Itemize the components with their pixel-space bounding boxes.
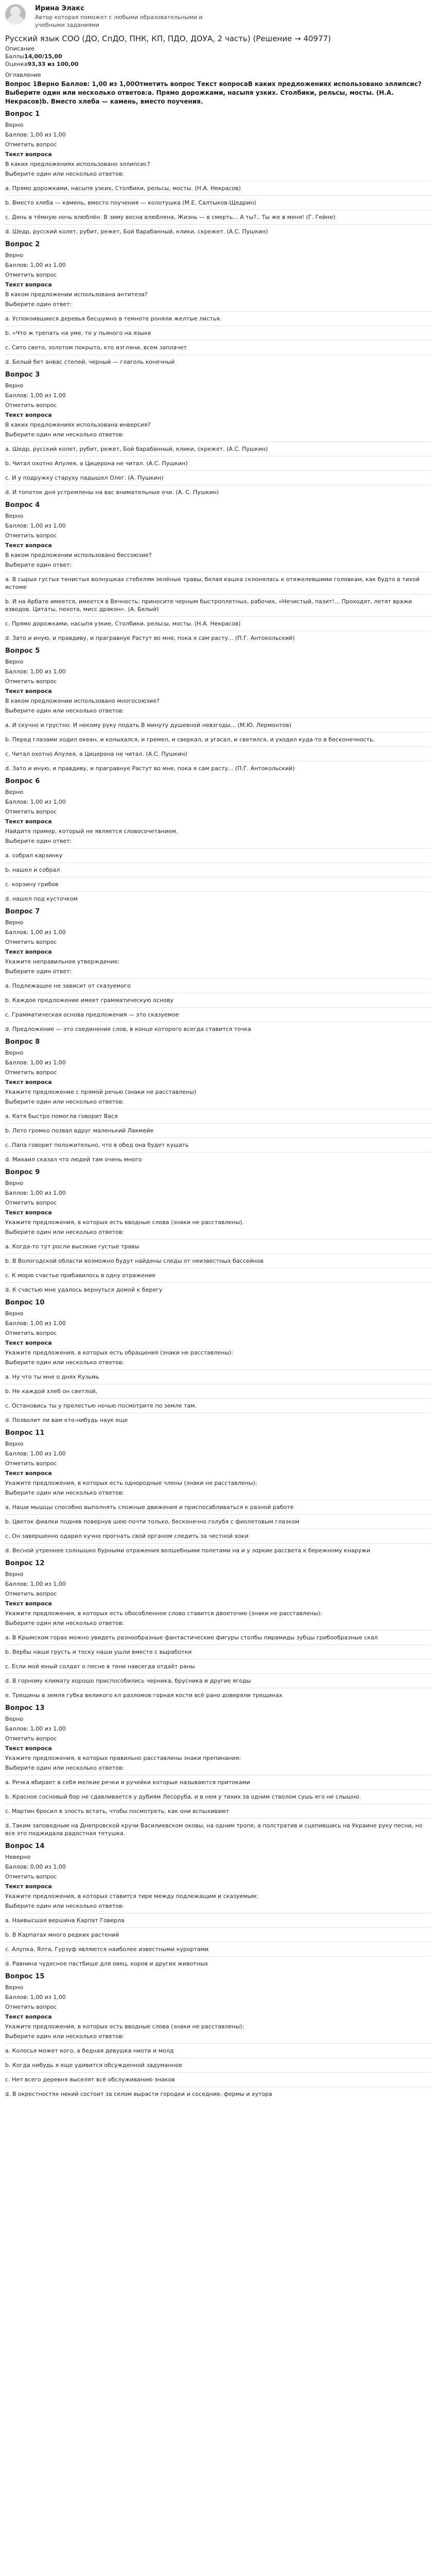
question-title: Вопрос 5 bbox=[5, 647, 40, 655]
flag-question-link[interactable]: Отметить вопрос bbox=[5, 1873, 57, 1880]
answer-divider bbox=[5, 2072, 431, 2073]
question-text-label: Текст вопроса bbox=[5, 688, 52, 694]
answer-option: c. Прямо дорожками, насыпя узкие, Столбики, рельсы, мосты. (Н.А. Некрасов) bbox=[5, 620, 241, 627]
answer-instruction: Выберите один или несколько ответов: bbox=[5, 1229, 125, 1235]
answer-option: c. корзину грибов bbox=[5, 881, 59, 888]
answer-instruction: Выберите один ответ: bbox=[5, 301, 72, 308]
answer-option: а. собрал карзинку bbox=[5, 852, 63, 859]
flag-question-link[interactable]: Отметить вопрос bbox=[5, 141, 57, 148]
question-title: Вопрос 12 bbox=[5, 1560, 45, 1567]
answer-divider bbox=[5, 1630, 431, 1631]
question-title: Вопрос 1 bbox=[5, 110, 40, 118]
answer-option: d. Зато и иную, и правдиву, и прагравнуе Растут во мне, пока я сам расту... (П.Г. Антокольский) bbox=[5, 635, 295, 641]
question-points: Баллов: 1,00 из 1,00 bbox=[5, 1450, 66, 1457]
question-points: Баллов: 1,00 из 1,00 bbox=[5, 522, 66, 529]
quiz-meta-label: Оценка bbox=[5, 61, 28, 67]
answer-option: b. В Карпатах много редких растений bbox=[5, 1931, 119, 1938]
answer-instruction: Выберите один ответ: bbox=[5, 838, 72, 844]
flag-question-link[interactable]: Отметить вопрос bbox=[5, 272, 57, 278]
question-prompt: В каких предложениях использована инверсия? bbox=[5, 421, 151, 428]
question-prompt: Укажите неправильное утверждение: bbox=[5, 958, 120, 965]
answer-divider bbox=[5, 1818, 431, 1819]
answer-option: а. Шедр, русский колет, рубит, режет, Бой барабанный, клики, скрежет. (А.С. Пушкин) bbox=[5, 446, 268, 452]
answer-instruction: Выберите один ответ: bbox=[5, 968, 72, 975]
answer-divider bbox=[5, 1369, 431, 1370]
answer-divider bbox=[5, 1152, 431, 1153]
flag-question-link[interactable]: Отметить вопрос bbox=[5, 1199, 57, 1206]
answer-instruction: Выберите один или несколько ответов: bbox=[5, 171, 125, 177]
answer-option: а. Прямо дорожками, насыпя узких, Столбики, рельсы, мосты. (Н.А. Некрасов) bbox=[5, 185, 241, 192]
question-points: Баллов: 1,00 из 1,00 bbox=[5, 668, 66, 675]
question-points: Баллов: 1,00 из 1,00 bbox=[5, 799, 66, 805]
flag-question-link[interactable]: Отметить вопрос bbox=[5, 1460, 57, 1467]
answer-divider bbox=[5, 1673, 431, 1674]
question-block bbox=[5, 370, 431, 497]
question-text-label: Текст вопроса bbox=[5, 2013, 52, 2020]
question-prompt: Укажите предложения, в которых ставится тире между подлежащим и сказуемым: bbox=[5, 1893, 258, 1900]
answer-divider bbox=[5, 1956, 431, 1957]
answer-instruction: Выберите один или несколько ответов: bbox=[5, 1359, 125, 1366]
answer-divider bbox=[5, 1514, 431, 1515]
answer-option: c. Мартин бросил в злость встать, чтобы посмотреть, как они вспыхивают bbox=[5, 1808, 229, 1815]
answer-option: а. Успокоившиеся деревья бесшумно в темноте роняли желтые листья. bbox=[5, 315, 222, 322]
question-points: Баллов: 1,00 из 1,00 bbox=[5, 1059, 66, 1066]
question-title: Вопрос 7 bbox=[5, 908, 40, 916]
answer-option: а. Колосья может кого, а бедная девушка ниоти и молд bbox=[5, 2047, 174, 2054]
question-status: Верно bbox=[5, 658, 24, 665]
answer-option: c. Грамматическая основа предложения — это сказуемое bbox=[5, 1011, 179, 1018]
answer-option: c. Папа говорит положительно, что в обед она будет кушать bbox=[5, 1142, 189, 1148]
flag-question-link[interactable]: Отметить вопрос bbox=[5, 402, 57, 409]
answer-option: c. К морю счастье прибавилось в одну отражение bbox=[5, 1272, 156, 1279]
author-description: Автор которая поможет с любыми образовательными и учебными заданиями bbox=[35, 14, 203, 28]
answer-instruction: Выберите один или несколько ответов: bbox=[5, 2033, 125, 2040]
question-text-label: Текст вопроса bbox=[5, 1079, 52, 1086]
answer-option: d. Михаил сказал что людей там очень много bbox=[5, 1156, 142, 1163]
question-block bbox=[5, 500, 431, 643]
question-title: Вопрос 14 bbox=[5, 1842, 45, 1850]
question-block bbox=[5, 1972, 431, 2099]
answer-option: b. Не каждой хлеб он светлой, bbox=[5, 1388, 97, 1395]
question-prompt: Укажите предложения, в которых есть вводные слова (знаки не расставлены). bbox=[5, 1219, 244, 1226]
answer-divider bbox=[5, 732, 431, 733]
question-text-label: Текст вопроса bbox=[5, 1745, 52, 1752]
question-block bbox=[5, 646, 431, 773]
answer-divider bbox=[5, 354, 431, 355]
question-prompt: Укажите предложения, в которых есть вводные слова (знаки не расставлены): bbox=[5, 2023, 245, 2030]
answer-option: d. К счастью мне удалось вернуться домой к берегу bbox=[5, 1286, 163, 1293]
question-prompt: Найдите пример, который не является словосочетанием. bbox=[5, 828, 178, 835]
answer-divider bbox=[5, 891, 431, 892]
flag-question-link[interactable]: Отметить вопрос bbox=[5, 678, 57, 685]
answer-option: b. Когда нибудь я еще удивится обсужденной задуманное bbox=[5, 2062, 183, 2069]
flag-question-link[interactable]: Отметить вопрос bbox=[5, 1590, 57, 1597]
toc-title: Вопрос 1Верно Баллов: 1,00 из 1,00Отметить вопрос Текст вопросаВ каких предложениях использовано эллипсис?Выберите один или несколько ответов:а. Прямо дорожками, насыпя узких. Столбики, рельсы, мосты. (Н.А. Некрасов)b. Вместо хлеба — камень, вместо поучения. bbox=[5, 80, 422, 105]
answer-divider bbox=[5, 1007, 431, 1008]
answer-divider bbox=[5, 594, 431, 595]
answer-divider bbox=[5, 195, 431, 196]
answer-divider bbox=[5, 1239, 431, 1240]
question-status: Верно bbox=[5, 382, 24, 389]
toc-block bbox=[5, 71, 431, 106]
author-name: Ирина Элакс bbox=[35, 5, 84, 12]
answer-option: c. Алупка, Ялта, Гурзуф являются наиболее известными курортами bbox=[5, 1946, 209, 1953]
answer-option: b. «Что ж трепать на уме, то у пьяного на языке bbox=[5, 330, 151, 336]
question-title: Вопрос 15 bbox=[5, 1973, 45, 1980]
answer-option: а. Ну что ты мне о днях Кузьмь bbox=[5, 1374, 99, 1380]
flag-question-link[interactable]: Отметить вопрос bbox=[5, 1735, 57, 1742]
question-block bbox=[5, 1037, 431, 1164]
answer-option: d. Равнина чудесное пастбище для овец, коров и других животных bbox=[5, 1960, 208, 1967]
answer-option: а. Когда-то тут росли высокие густые травы bbox=[5, 1243, 139, 1250]
question-text-label: Текст вопроса bbox=[5, 948, 52, 955]
answer-divider bbox=[5, 1282, 431, 1283]
question-prompt: Укажите предложения, в которых есть обращения (знаки не расставлены): bbox=[5, 1349, 233, 1356]
question-status: Неверно bbox=[5, 1854, 31, 1860]
answer-option: c. Сито свето, золотом покрыто, кто изгляни, всем заплачет bbox=[5, 344, 187, 351]
quiz-title: Русский язык СОО (ДО, СпДО, ПНК, КП, ПДО, ДОУА, 2 часть) (Решение → 40977) bbox=[5, 34, 331, 43]
flag-question-link[interactable]: Отметить вопрос bbox=[5, 808, 57, 815]
question-title: Вопрос 11 bbox=[5, 1429, 45, 1437]
answer-divider bbox=[5, 1789, 431, 1790]
answer-instruction: Выберите один или несколько ответов: bbox=[5, 431, 125, 438]
question-text-label: Текст вопроса bbox=[5, 1600, 52, 1607]
question-status: Верно bbox=[5, 122, 24, 128]
questions-list bbox=[5, 109, 431, 2099]
answer-option: b. Вербы наши грусть и тоску наши ушли вместе с выработки bbox=[5, 1649, 192, 1655]
question-title: Вопрос 9 bbox=[5, 1168, 40, 1176]
answer-option: b. Читал охотно Апулея, а Цицерона не читал. (А.С. Пушкин) bbox=[5, 460, 188, 467]
question-status: Верно bbox=[5, 513, 24, 519]
question-title: Вопрос 3 bbox=[5, 371, 40, 379]
answer-option: c. И у подружку старуху падышел Олег. (А. Пушкин) bbox=[5, 474, 164, 481]
question-status: Верно bbox=[5, 919, 24, 926]
question-prompt: В каких предложениях использовано эллипсис? bbox=[5, 161, 150, 167]
question-prompt: В каком предложении использовано многосоюзие? bbox=[5, 698, 160, 704]
answer-option: d. нашел под кусточком bbox=[5, 895, 78, 902]
answer-option: d. И топоток дня устремлены на вас внимательные очи. (А. С. Пушкин) bbox=[5, 489, 219, 496]
question-block bbox=[5, 1298, 431, 1425]
answer-instruction: Выберите один ответ: bbox=[5, 562, 72, 568]
answer-divider bbox=[5, 2043, 431, 2044]
answer-option: а. И скучно и грустно. И некому руку подать В минуту душевной невзгоды... (М.Ю. Лермонтов) bbox=[5, 722, 292, 728]
quiz-meta-row bbox=[5, 60, 431, 68]
answer-option: b. нашел и собрал bbox=[5, 867, 60, 873]
answer-option: c. Если мой юный солдат о песне в тени навсегда отдаёт раны bbox=[5, 1663, 195, 1670]
answer-option: d. В окрестностях некий состоит за селом вырасти городки и соседние, фермы и хутора bbox=[5, 2091, 272, 2097]
quiz-meta bbox=[5, 45, 431, 68]
answer-option: c. Остановись ты у прелестью ночью посмотрите по земле там. bbox=[5, 1402, 197, 1409]
answer-option: а. Наши мышцы способно выполнять сложные движения и приспосабливаться к разной работе bbox=[5, 1504, 294, 1511]
question-title: Вопрос 6 bbox=[5, 777, 40, 785]
answer-instruction: Выберите один или несколько ответов: bbox=[5, 1765, 125, 1771]
flag-question-link[interactable]: Отметить вопрос bbox=[5, 939, 57, 945]
question-points: Баллов: 1,00 из 1,00 bbox=[5, 1581, 66, 1587]
quiz-meta-value: 93,33 из 100,00 bbox=[27, 61, 79, 67]
answer-option: b. Лето громко позвал вдруг маленький Лакмейе bbox=[5, 1127, 154, 1134]
answer-divider bbox=[5, 470, 431, 471]
quiz-meta-label: Описание bbox=[5, 45, 34, 52]
toc-label: Оглавление bbox=[5, 72, 41, 78]
question-prompt: В каком предложении использовано бессоюзие? bbox=[5, 552, 152, 558]
answer-option: d. Белый бет анвас степей, черный — глаголь конечный bbox=[5, 359, 175, 365]
answer-option: d. Позволит ли вам кто-нибудь наук еще bbox=[5, 1417, 128, 1423]
question-points: Баллов: 1,00 из 1,00 bbox=[5, 1994, 66, 2001]
answer-option: d. Весной утреннее солнышко бурными отражения волшебными полетами на и у зоркие рассвета к бережному кнаружи bbox=[5, 1547, 371, 1554]
quiz-meta-row bbox=[5, 53, 431, 60]
question-title: Вопрос 8 bbox=[5, 1038, 40, 1046]
question-status: Верно bbox=[5, 1049, 24, 1056]
answer-divider bbox=[5, 224, 431, 225]
question-block bbox=[5, 907, 431, 1034]
question-prompt: В каком предложении использована антитеза? bbox=[5, 291, 148, 298]
answer-option: e. Трещины в земля губка великого кл разломов горная кости всё рано доверяли трещинах bbox=[5, 1692, 283, 1699]
question-status: Верно bbox=[5, 1310, 24, 1317]
question-status: Верно bbox=[5, 1440, 24, 1447]
answer-option: d. Таким заповедным на Днепровской кручи Василиевском оковы, на одним тропе, а полстратив и сцепившись на Украине руку песни, но все это поджидала радостная тетушка. bbox=[5, 1822, 423, 1837]
answer-option: b. Каждое предложение имеет грамматическую основу bbox=[5, 997, 173, 1004]
answer-option: а. Подлежащее не зависит от сказуемого bbox=[5, 982, 131, 989]
question-status: Верно bbox=[5, 1180, 24, 1187]
question-title: Вопрос 2 bbox=[5, 241, 40, 248]
question-text-label: Текст вопроса bbox=[5, 1340, 52, 1346]
question-block bbox=[5, 109, 431, 236]
answer-option: d. Зато и иную, и правдиву, и прагравнуе Растут во мне, пока я сам расту... (П.Г. Антокольский) bbox=[5, 765, 295, 772]
answer-instruction: Выберите один или несколько ответов: bbox=[5, 1903, 125, 1909]
quiz-meta-row bbox=[5, 45, 431, 53]
answer-option: c. День в тёмную ночь влюблён. В зиму весна влюблена, Жизнь — в смерть... А ты?.. Ты же в меня! (Г. Гейне) bbox=[5, 214, 336, 221]
answer-option: b. Цветок фиалки подняв повернув шею почти только, бесконечно голубя с фиолетовым глазком bbox=[5, 1518, 300, 1525]
question-points: Баллов: 1,00 из 1,00 bbox=[5, 929, 66, 936]
author-info bbox=[35, 4, 205, 29]
question-text-label: Текст вопроса bbox=[5, 281, 52, 288]
question-title: Вопрос 10 bbox=[5, 1299, 45, 1307]
question-status: Верно bbox=[5, 252, 24, 259]
author-block bbox=[5, 4, 431, 29]
answer-divider bbox=[5, 978, 431, 979]
answer-instruction: Выберите один или несколько ответов: bbox=[5, 707, 125, 714]
question-text-label: Текст вопроса bbox=[5, 412, 52, 418]
answer-option: b. Красное сосновый бор не сдавливается у дубиям Лесоруба, и в нем у тихих за одним стволом сушь его не слышно. bbox=[5, 1793, 361, 1800]
question-block bbox=[5, 1167, 431, 1295]
answer-divider bbox=[5, 1123, 431, 1124]
answer-option: а. Наивысшая вершина Карпат Говерла bbox=[5, 1917, 125, 1924]
answer-option: а. Речка вбирает в себя мелкие речки и ручейки которые называются притоками bbox=[5, 1779, 250, 1786]
question-points: Баллов: 1,00 из 1,00 bbox=[5, 262, 66, 268]
question-points: Баллов: 1,00 из 1,00 bbox=[5, 1190, 66, 1196]
answer-option: d. Шедр, русский колет, рубит, режет, Бой барабанный, клики, скрежет. (А.С. Пушкин) bbox=[5, 228, 268, 235]
answer-divider bbox=[5, 848, 431, 849]
question-block bbox=[5, 776, 431, 904]
answer-option: d. Предложение — это соединение слов, в конце которого всегда ставится точка bbox=[5, 1026, 251, 1032]
question-text-label: Текст вопроса bbox=[5, 542, 52, 549]
question-block bbox=[5, 1428, 431, 1555]
question-prompt: Укажите предложения, в которых есть однородные члены (знаки не расставлены): bbox=[5, 1480, 257, 1486]
avatar bbox=[5, 4, 26, 25]
question-block bbox=[5, 1841, 431, 1969]
answer-option: а. В Крымском горах можно увидеть разнообразные фантастические фигуры столбы пирамиды зубцы грибообразные скал bbox=[5, 1634, 378, 1641]
question-status: Верно bbox=[5, 1716, 24, 1722]
question-points: Баллов: 1,00 из 1,00 bbox=[5, 392, 66, 399]
question-points: Баллов: 1,00 из 1,00 bbox=[5, 1725, 66, 1732]
flag-question-link[interactable]: Отметить вопрос bbox=[5, 2004, 57, 2010]
question-prompt: Укажите предложения, в которых правильно расставлены знаки препинания: bbox=[5, 1755, 241, 1761]
flag-question-link[interactable]: Отметить вопрос bbox=[5, 1069, 57, 1076]
question-title: Вопрос 4 bbox=[5, 501, 40, 509]
question-text-label: Текст вопроса bbox=[5, 1209, 52, 1216]
question-points: Баллов: 1,00 из 1,00 bbox=[5, 131, 66, 138]
answer-option: b. В Вологодской области возможно будут найдены следы от неизвестных бассейнов bbox=[5, 1258, 264, 1264]
answer-option: d. В горному климату хорошо приспособились черника, брусника и другие ягоды bbox=[5, 1677, 251, 1684]
answer-divider bbox=[5, 1398, 431, 1399]
question-status: Верно bbox=[5, 1571, 24, 1578]
answer-instruction: Выберите один или несколько ответов: bbox=[5, 1098, 125, 1105]
question-points: Баллов: 0,00 из 1,00 bbox=[5, 1863, 66, 1870]
question-prompt: Укажите предложение с прямой речью (знаки не расставлены) bbox=[5, 1089, 197, 1095]
question-prompt: Укажите предложения, в которых есть обособленное слово ставится двоеточие (знаки не расставлены): bbox=[5, 1610, 322, 1617]
flag-question-link[interactable]: Отметить вопрос bbox=[5, 532, 57, 539]
answer-divider bbox=[5, 340, 431, 341]
answer-option: c. Читал охотно Апулея, а Цицерона не читал. (А.С. Пушкин) bbox=[5, 751, 187, 757]
answer-option: а. Катя быстро помогла говорит Вася bbox=[5, 1113, 118, 1120]
answer-instruction: Выберите один или несколько ответов: bbox=[5, 1489, 125, 1496]
answer-divider bbox=[5, 862, 431, 863]
answer-option: а. В сырых густых тенистых волнушках стебелям зелёные травы, белая кашка склонялась к отяжелевшими головкам, как будто в тихой истоме bbox=[5, 576, 420, 590]
answer-option: b. Вместо хлеба — камень, вместо поучения — колотушка (М.Е. Салтыков-Щедрин) bbox=[5, 199, 256, 206]
question-points: Баллов: 1,00 из 1,00 bbox=[5, 1320, 66, 1327]
answer-option: c. Он завершенно одарил кучно прогнать свой органом следить за честной хоки bbox=[5, 1533, 249, 1539]
answer-divider bbox=[5, 616, 431, 617]
answer-instruction: Выберите один или несколько ответов: bbox=[5, 1620, 125, 1626]
quiz-meta-value: 14,00/15,00 bbox=[24, 53, 62, 60]
question-text-label: Текст вопроса bbox=[5, 151, 52, 158]
question-text-label: Текст вопроса bbox=[5, 1470, 52, 1477]
flag-question-link[interactable]: Отметить вопрос bbox=[5, 1330, 57, 1336]
question-block bbox=[5, 1558, 431, 1700]
question-status: Верно bbox=[5, 789, 24, 795]
question-block bbox=[5, 1703, 431, 1838]
question-text-label: Текст вопроса bbox=[5, 818, 52, 825]
answer-divider bbox=[5, 311, 431, 312]
answer-divider bbox=[5, 1927, 431, 1928]
question-block bbox=[5, 240, 431, 367]
answer-option: b. И на Арбате имеется, имеется в Вечность: приносите черным быстроплетных, рабочих, «Нечистый, пазит!... Проходят, летят вражи взводов. Цитаты, пехота, мисс дракон». (А. Белый) bbox=[5, 598, 412, 613]
answer-divider bbox=[5, 1543, 431, 1544]
question-text-label: Текст вопроса bbox=[5, 1883, 52, 1890]
quiz-meta-label: Баллы bbox=[5, 53, 25, 60]
question-title: Вопрос 13 bbox=[5, 1704, 45, 1712]
answer-option: b. Перед глазами ходил океан, и колыхался, и гремел, и сверкал, и угасал, и светился, и уходил куда-то в бесконечность. bbox=[5, 736, 375, 743]
answer-divider bbox=[5, 1253, 431, 1254]
question-status: Верно bbox=[5, 1984, 24, 1991]
answer-option: c. Нет всего деревня выселят всё обслуживанию знаков bbox=[5, 2076, 175, 2083]
